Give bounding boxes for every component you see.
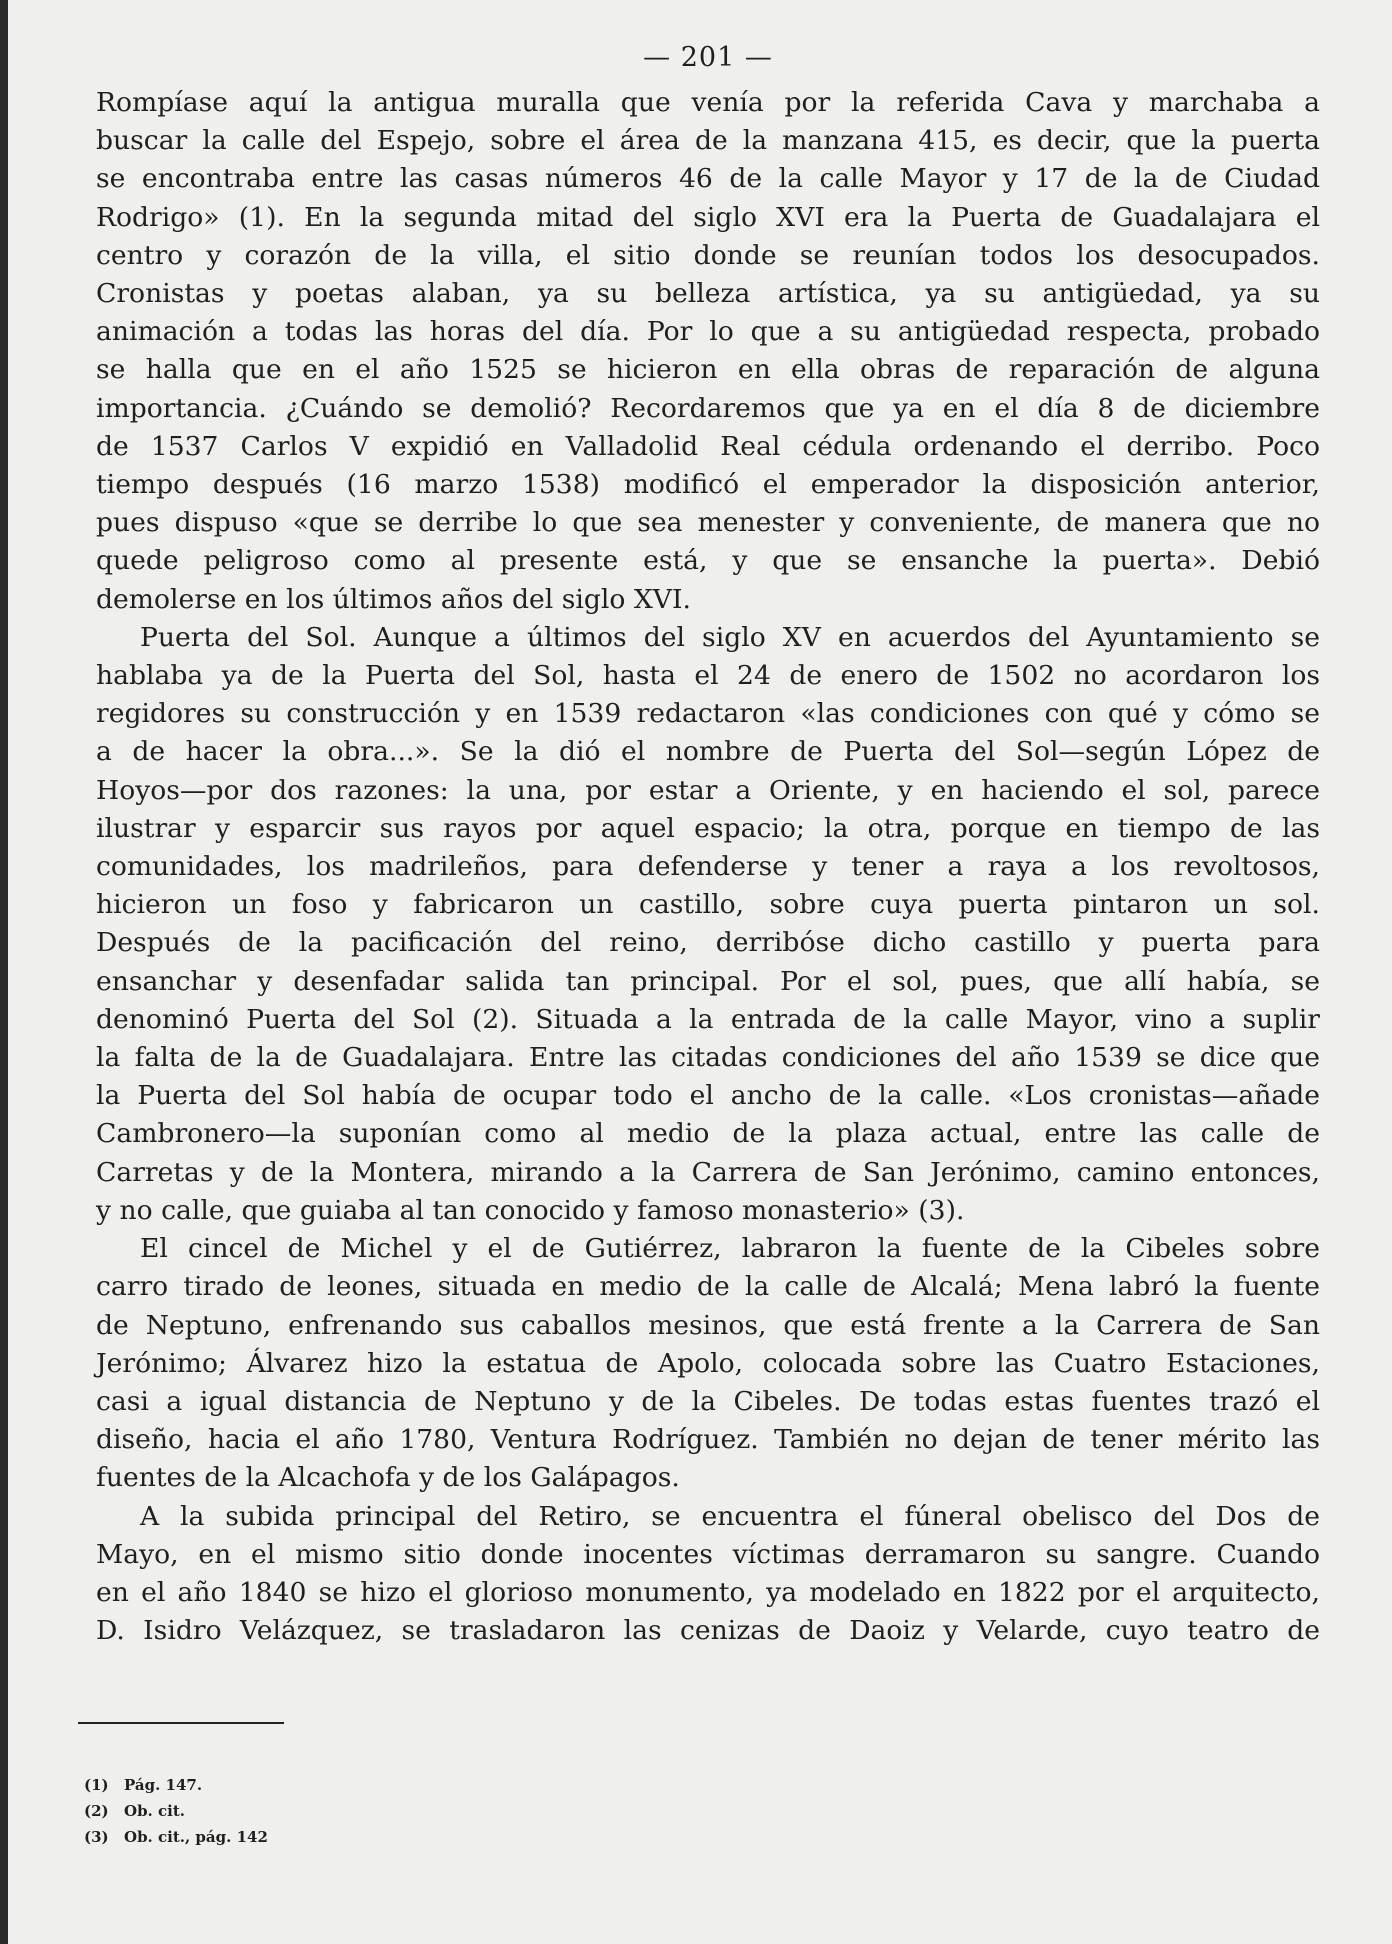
text-line: casi a igual distancia de Neptuno y de la Cibeles. De todas estas fuentes trazó el: [96, 1385, 1320, 1417]
text-line: importancia. ¿Cuándo se demolió? Recordaremos que ya en el día 8 de diciembre: [96, 392, 1320, 424]
text-line: y no calle, que guiaba al tan conocido y famoso monasterio» (3).: [96, 1194, 965, 1226]
text-line: Cambronero—la suponían como al medio de la plaza actual, entre las calle de: [96, 1118, 1320, 1150]
text-line: regidores su construcción y en 1539 redactaron «las condiciones con qué y cómo se: [96, 698, 1320, 730]
text-line: se halla que en el año 1525 se hicieron en ella obras de reparación de alguna: [96, 354, 1320, 386]
text-line: El cincel de Michel y el de Gutiérrez, labraron la fuente de la Cibeles sobre: [140, 1233, 1320, 1265]
footnote-text: Pág. 147.: [124, 1776, 203, 1794]
text-line: Cronistas y poetas alaban, ya su belleza artística, ya su antigüedad, ya su: [96, 278, 1320, 310]
text-line: ilustrar y esparcir sus rayos por aquel espacio; la otra, porque en tiempo de las: [96, 812, 1320, 844]
text-line: de 1537 Carlos V expidió en Valladolid Real cédula ordenando el derribo. Poco: [96, 430, 1320, 462]
text-line: comunidades, los madrileños, para defenderse y tener a raya a los revoltosos,: [96, 851, 1320, 883]
text-line: se encontraba entre las casas números 46 de la calle Mayor y 17 de la de Ciudad: [96, 163, 1320, 195]
footnote-number: (2): [84, 1802, 109, 1820]
text-line: Rompíase aquí la antigua muralla que venía por la referida Cava y marchaba a: [96, 87, 1320, 118]
document-page: [96, 36, 1320, 1650]
footnote-text: Ob. cit.: [124, 1802, 185, 1820]
text-line: ensanchar y desenfadar salida tan principal. Por el sol, pues, que allí había, se: [96, 965, 1320, 997]
text-line: Rodrigo» (1). En la segunda mitad del siglo XVI era la Puerta de Guadalajara el: [96, 201, 1320, 233]
text-line: a de hacer la obra...». Se la dió el nombre de Puerta del Sol—según López de: [96, 736, 1320, 768]
text-line: Mayo, en el mismo sitio donde inocentes víctimas derramaron su sangre. Cuando: [96, 1538, 1320, 1570]
text-line: Hoyos—por dos razones: la una, por estar a Oriente, y en haciendo el sol, parece: [96, 774, 1320, 806]
footnote: [84, 1824, 268, 1850]
text-line: animación a todas las horas del día. Por lo que a su antigüedad respecta, probado: [96, 316, 1320, 348]
book-binding-edge: [0, 0, 8, 1944]
text-line: hicieron un foso y fabricaron un castillo, sobre cuya puerta pintaron un sol.: [96, 889, 1320, 921]
text-line: carro tirado de leones, situada en medio de la calle de Alcalá; Mena labró la fuente: [96, 1271, 1320, 1303]
text-line: Puerta del Sol. Aunque a últimos del siglo XV en acuerdos del Ayuntamiento se: [140, 621, 1320, 653]
text-line: hablaba ya de la Puerta del Sol, hasta el 24 de enero de 1502 no acordaron los: [96, 660, 1320, 692]
text-line: diseño, hacia el año 1780, Ventura Rodríguez. También no dejan de tener mérito las: [96, 1424, 1320, 1456]
text-line: en el año 1840 se hizo el glorioso monumento, ya modelado en 1822 por el arquitecto,: [96, 1576, 1320, 1608]
text-line: centro y corazón de la villa, el sitio donde se reunían todos los desocupados.: [96, 239, 1320, 271]
page-number: — 201 —: [643, 42, 773, 73]
text-line: quede peligroso como al presente está, y que se ensanche la puerta». Debió: [96, 545, 1320, 577]
text-line: la Puerta del Sol había de ocupar todo el ancho de la calle. «Los cronistas—añade: [96, 1080, 1320, 1112]
text-line: Después de la pacificación del reino, derribóse dicho castillo y puerta para: [96, 927, 1320, 959]
text-line: de Neptuno, enfrenando sus caballos mesinos, que está frente a la Carrera de San: [96, 1309, 1320, 1341]
body-text: [96, 84, 1320, 1650]
text-line: fuentes de la Alcachofa y de los Galápagos.: [96, 1462, 680, 1494]
footnote-number: (3): [84, 1828, 109, 1846]
text-line: A la subida principal del Retiro, se encuentra el fúneral obelisco del Dos de: [140, 1500, 1320, 1532]
footnote-divider: [78, 1722, 284, 1724]
text-line: buscar la calle del Espejo, sobre el área de la manzana 415, es decir, que la puerta: [96, 125, 1320, 157]
text-line: demolerse en los últimos años del siglo XVI.: [96, 583, 691, 615]
text-line: denominó Puerta del Sol (2). Situada a la entrada de la calle Mayor, vino a suplir: [96, 1003, 1320, 1035]
text-line: D. Isidro Velázquez, se trasladaron las cenizas de Daoiz y Velarde, cuyo teatro de: [96, 1615, 1320, 1647]
footnotes: [84, 1772, 268, 1850]
text-line: Carretas y de la Montera, mirando a la Carrera de San Jerónimo, camino entonces,: [96, 1156, 1320, 1188]
footnote: [84, 1798, 268, 1824]
footnote-number: (1): [84, 1776, 109, 1794]
footnote: [84, 1772, 268, 1798]
text-line: tiempo después (16 marzo 1538) modificó el emperador la disposición anterior,: [96, 469, 1320, 501]
text-line: pues dispuso «que se derribe lo que sea menester y conveniente, de manera que no: [96, 507, 1320, 539]
footnote-text: Ob. cit., pág. 142: [124, 1828, 268, 1846]
text-line: la falta de la de Guadalajara. Entre las citadas condiciones del año 1539 se dice que: [96, 1042, 1320, 1074]
text-line: Jerónimo; Álvarez hizo la estatua de Apolo, colocada sobre las Cuatro Estaciones,: [96, 1347, 1320, 1379]
